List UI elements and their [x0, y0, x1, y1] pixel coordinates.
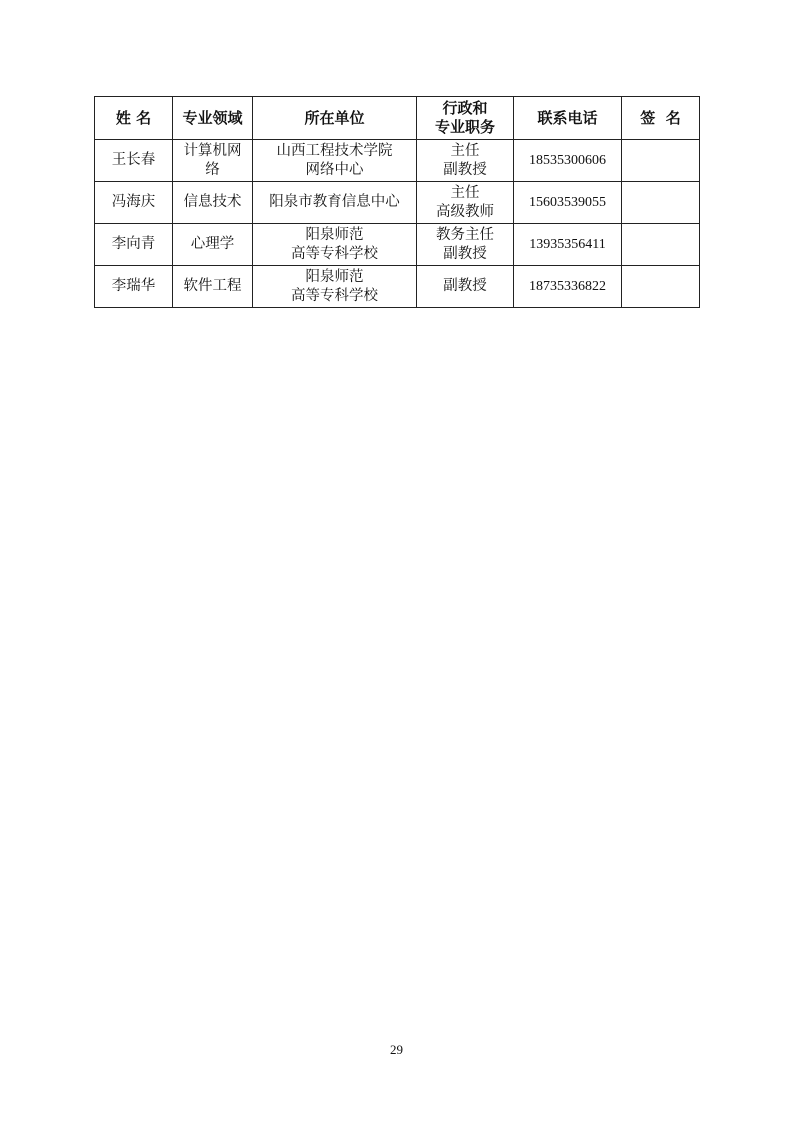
header-signature: 签 名 — [622, 97, 700, 140]
header-unit: 所在单位 — [253, 97, 417, 140]
cell-position: 副教授 — [417, 266, 514, 308]
cell-field: 心理学 — [173, 224, 253, 266]
header-position: 行政和 专业职务 — [417, 97, 514, 140]
table-row — [95, 182, 700, 224]
cell-field: 计算机网 络 — [173, 140, 253, 182]
table-header-row — [95, 97, 700, 140]
cell-field: 信息技术 — [173, 182, 253, 224]
cell-phone: 13935356411 — [514, 224, 622, 266]
header-phone: 联系电话 — [514, 97, 622, 140]
cell-unit: 山西工程技术学院 网络中心 — [253, 140, 417, 182]
cell-signature — [622, 182, 700, 224]
cell-position: 主任 副教授 — [417, 140, 514, 182]
cell-name: 李向青 — [95, 224, 173, 266]
cell-signature — [622, 266, 700, 308]
cell-phone: 18535300606 — [514, 140, 622, 182]
table-row — [95, 140, 700, 182]
cell-signature — [622, 224, 700, 266]
table-row — [95, 224, 700, 266]
page-number: 29 — [390, 1042, 403, 1057]
cell-phone: 18735336822 — [514, 266, 622, 308]
header-field: 专业领域 — [173, 97, 253, 140]
table-row — [95, 266, 700, 308]
cell-field: 软件工程 — [173, 266, 253, 308]
cell-name: 冯海庆 — [95, 182, 173, 224]
cell-signature — [622, 140, 700, 182]
cell-name: 王长春 — [95, 140, 173, 182]
cell-unit: 阳泉师范 高等专科学校 — [253, 224, 417, 266]
cell-phone: 15603539055 — [514, 182, 622, 224]
cell-unit: 阳泉师范 高等专科学校 — [253, 266, 417, 308]
expert-roster-table — [94, 96, 700, 308]
cell-name: 李瑞华 — [95, 266, 173, 308]
cell-unit: 阳泉市教育信息中心 — [253, 182, 417, 224]
header-name: 姓 名 — [95, 97, 173, 140]
cell-position: 主任 高级教师 — [417, 182, 514, 224]
cell-position: 教务主任 副教授 — [417, 224, 514, 266]
